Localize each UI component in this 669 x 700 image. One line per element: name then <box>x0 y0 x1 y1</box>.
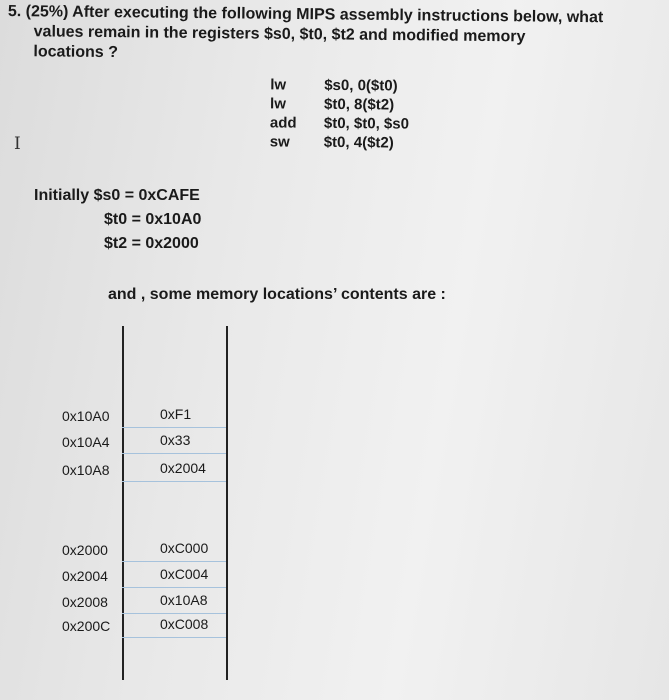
code-opcode: add <box>269 114 297 132</box>
initial-register-s0: Initially $s0 = 0xCAFE <box>34 187 200 204</box>
memory-address: 0x10A4 <box>62 434 110 450</box>
memory-row-divider <box>122 561 226 562</box>
assembly-code-block <box>270 75 410 152</box>
memory-row-divider <box>122 427 226 428</box>
code-opcode: lw <box>270 76 287 94</box>
question-line-3: locations ? <box>33 43 119 62</box>
code-operands: $t0, $t0, $s0 <box>323 114 410 133</box>
memory-value: 0x10A8 <box>160 592 208 608</box>
memory-value: 0xC000 <box>160 540 209 556</box>
memory-value: 0xC004 <box>160 566 209 582</box>
code-line <box>270 94 409 114</box>
memory-row-divider <box>122 587 226 588</box>
memory-address: 0x10A8 <box>62 462 110 478</box>
memory-address: 0x10A0 <box>62 408 110 424</box>
code-line <box>270 132 409 152</box>
memory-row <box>60 564 230 588</box>
memory-row <box>60 538 230 562</box>
memory-intro-text: and , some memory locations’ contents are : <box>108 286 446 303</box>
memory-value: 0x33 <box>160 432 191 448</box>
code-operands: $t0, 8($t2) <box>324 95 395 114</box>
initial-register-t0: $t0 = 0x10A0 <box>104 211 202 228</box>
memory-row-divider <box>122 637 226 638</box>
text-cursor-icon: I <box>14 134 21 154</box>
memory-row <box>60 590 230 614</box>
initial-register-t2: $t2 = 0x2000 <box>104 235 199 252</box>
memory-row <box>60 430 230 454</box>
memory-value: 0x2004 <box>160 460 206 476</box>
question-line-1: 5. (25%) After executing the following MIPS assembly instructions below, what <box>7 2 604 27</box>
memory-row-divider <box>122 481 226 482</box>
memory-row <box>60 614 230 638</box>
memory-address: 0x2004 <box>62 568 108 584</box>
memory-value: 0xC008 <box>160 616 209 632</box>
code-operands: $t0, 4($t2) <box>323 133 394 152</box>
memory-address: 0x2008 <box>62 594 108 610</box>
memory-row <box>60 404 230 428</box>
memory-row <box>60 458 230 482</box>
memory-address: 0x200C <box>62 618 111 634</box>
code-line <box>270 75 409 95</box>
memory-row-divider <box>122 453 226 454</box>
memory-table <box>60 326 240 680</box>
question-text <box>7 2 658 69</box>
memory-value: 0xF1 <box>160 406 192 422</box>
code-opcode: sw <box>269 133 290 151</box>
code-line <box>270 113 409 133</box>
memory-address: 0x2000 <box>62 542 108 558</box>
initial-registers <box>34 184 201 256</box>
question-line-2: values remain in the registers $s0, $t0, $t2 and modified memory <box>33 23 526 46</box>
code-operands: $s0, 0($t0) <box>324 76 398 95</box>
code-opcode: lw <box>270 95 287 113</box>
